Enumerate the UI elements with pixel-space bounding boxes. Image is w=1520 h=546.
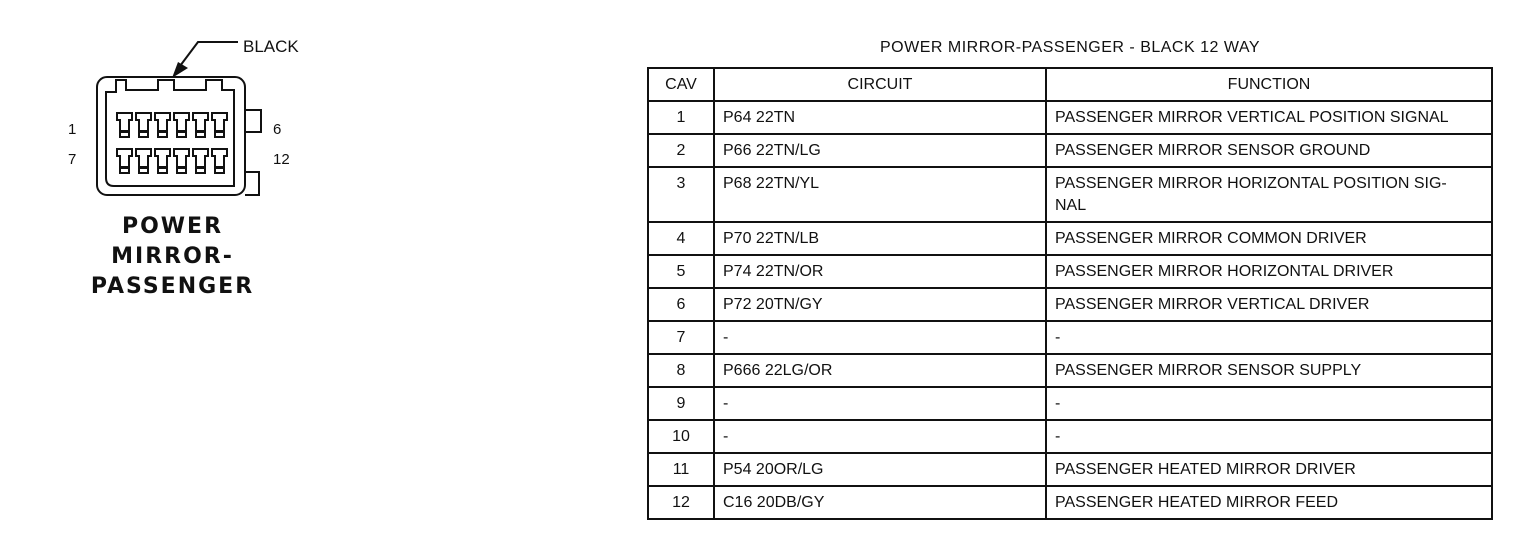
pin-label-7: 7	[68, 151, 77, 168]
header-cav: CAV	[648, 68, 714, 101]
terminal-pad	[139, 132, 148, 137]
table-row	[648, 222, 1492, 255]
cav-cell: 9	[648, 387, 714, 420]
terminal-pad	[120, 132, 129, 137]
function-cell: -	[1046, 420, 1492, 453]
function-cell: PASSENGER HEATED MIRROR FEED	[1046, 486, 1492, 519]
table-row	[648, 167, 1492, 222]
pin-label-12: 12	[273, 151, 290, 168]
table-header-row	[648, 68, 1492, 101]
connector-name-line2: MIRROR-PASSENGER	[90, 244, 255, 299]
circuit-cell: P54 20OR/LG	[714, 453, 1046, 486]
circuit-cell: -	[714, 321, 1046, 354]
table-row	[648, 255, 1492, 288]
terminal-cavity	[212, 113, 227, 131]
terminal-cavity	[117, 149, 132, 167]
circuit-cell: P72 20TN/GY	[714, 288, 1046, 321]
cav-cell: 2	[648, 134, 714, 167]
terminal-pad	[215, 132, 224, 137]
circuit-cell: P666 22LG/OR	[714, 354, 1046, 387]
function-cell: PASSENGER MIRROR COMMON DRIVER	[1046, 222, 1492, 255]
cav-cell: 12	[648, 486, 714, 519]
terminal-pad	[139, 168, 148, 173]
function-cell: -	[1046, 321, 1492, 354]
function-cell: PASSENGER MIRROR HORIZONTAL POSITION SIG-NAL	[1046, 167, 1492, 222]
pinout-table	[647, 67, 1493, 520]
terminal-pad	[196, 168, 205, 173]
terminal-pad	[158, 168, 167, 173]
cav-cell: 5	[648, 255, 714, 288]
connector-color-label: BLACK	[243, 37, 299, 56]
header-circuit: CIRCUIT	[714, 68, 1046, 101]
circuit-cell: -	[714, 387, 1046, 420]
terminal-cavity	[193, 113, 208, 131]
pin-label-1: 1	[68, 121, 77, 138]
function-cell: -	[1046, 387, 1492, 420]
function-cell: PASSENGER MIRROR VERTICAL POSITION SIGNAL	[1046, 101, 1492, 134]
pin-label-6: 6	[273, 121, 282, 138]
header-function: FUNCTION	[1046, 68, 1492, 101]
connector-name-line1: POWER	[121, 214, 224, 239]
table-row	[648, 134, 1492, 167]
circuit-cell: -	[714, 420, 1046, 453]
table-row	[648, 354, 1492, 387]
cav-cell: 4	[648, 222, 714, 255]
terminal-pad	[158, 132, 167, 137]
cav-cell: 1	[648, 101, 714, 134]
function-cell: PASSENGER MIRROR SENSOR GROUND	[1046, 134, 1492, 167]
terminal-cavity	[174, 113, 189, 131]
terminal-grid	[117, 113, 227, 173]
function-cell: PASSENGER MIRROR VERTICAL DRIVER	[1046, 288, 1492, 321]
cav-cell: 11	[648, 453, 714, 486]
terminal-pad	[215, 168, 224, 173]
circuit-cell: P68 22TN/YL	[714, 167, 1046, 222]
table-row	[648, 288, 1492, 321]
circuit-cell: P70 22TN/LB	[714, 222, 1046, 255]
terminal-cavity	[174, 149, 189, 167]
cav-cell: 6	[648, 288, 714, 321]
terminal-pad	[177, 168, 186, 173]
table-row	[648, 420, 1492, 453]
terminal-cavity	[193, 149, 208, 167]
table-row	[648, 321, 1492, 354]
terminal-pad	[120, 168, 129, 173]
connector-latch	[245, 110, 261, 132]
terminal-cavity	[117, 113, 132, 131]
table-row	[648, 101, 1492, 134]
circuit-cell: P64 22TN	[714, 101, 1046, 134]
terminal-cavity	[136, 149, 151, 167]
table-row	[648, 486, 1492, 519]
terminal-cavity	[212, 149, 227, 167]
function-cell: PASSENGER HEATED MIRROR DRIVER	[1046, 453, 1492, 486]
table-title: POWER MIRROR-PASSENGER - BLACK 12 WAY	[879, 39, 1261, 56]
function-cell: PASSENGER MIRROR HORIZONTAL DRIVER	[1046, 255, 1492, 288]
circuit-cell: P66 22TN/LG	[714, 134, 1046, 167]
circuit-cell: P74 22TN/OR	[714, 255, 1046, 288]
function-cell: PASSENGER MIRROR SENSOR SUPPLY	[1046, 354, 1492, 387]
cav-cell: 7	[648, 321, 714, 354]
table-row	[648, 453, 1492, 486]
connector-key-tab	[245, 172, 259, 195]
terminal-cavity	[136, 113, 151, 131]
terminal-pad	[196, 132, 205, 137]
terminal-pad	[177, 132, 186, 137]
circuit-cell: C16 20DB/GY	[714, 486, 1046, 519]
cav-cell: 8	[648, 354, 714, 387]
cav-cell: 3	[648, 167, 714, 222]
terminal-cavity	[155, 113, 170, 131]
cav-cell: 10	[648, 420, 714, 453]
terminal-cavity	[155, 149, 170, 167]
color-leader-line	[180, 42, 238, 66]
table-row	[648, 387, 1492, 420]
color-leader-arrowhead	[172, 62, 188, 78]
